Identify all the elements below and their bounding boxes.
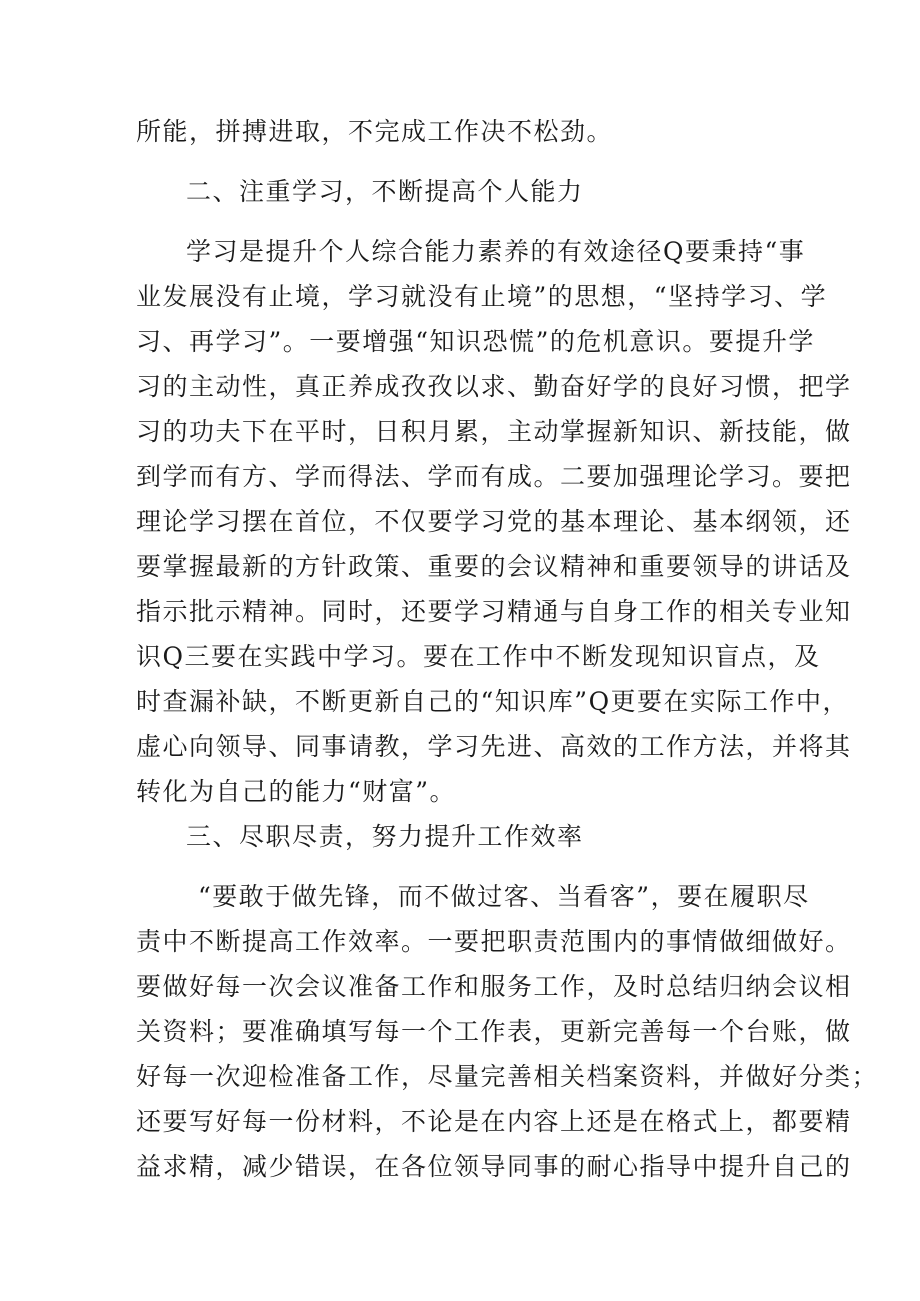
paragraph-line: “要敢于做先锋，而不做过客、当看客”，要在履职尽	[198, 882, 810, 911]
paragraph-line: 责中不断提高工作效率。一要把职责范围内的事情做细做好。	[136, 927, 852, 956]
paragraph-line: 所能，拼搏进取，不完成工作决不松劲。	[136, 117, 614, 146]
paragraph-line: 指示批示精神。同时，还要学习精通与自身工作的相关专业知	[136, 597, 852, 626]
paragraph-line: 到学而有方、学而得法、学而有成。二要加强理论学习。要把	[136, 462, 852, 491]
paragraph-line: 学习是提升个人综合能力素养的有效途径Q要秉持“事	[186, 237, 806, 266]
paragraph-line: 业发展没有止境，学习就没有止境”的思想，“坚持学习、学	[136, 282, 828, 311]
paragraph-line: 关资料；要准确填写每一个工作表，更新完善每一个台账，做	[136, 1017, 852, 1046]
section-heading-2: 二、注重学习，不断提高个人能力	[186, 177, 584, 206]
section-heading-3: 三、尽职尽责，努力提升工作效率	[186, 822, 584, 851]
paragraph-line: 习、再学习”。一要增强“知识恐慌”的危机意识。要提升学	[136, 327, 815, 356]
paragraph-line: 好每一次迎检准备工作，尽量完善相关档案资料，并做好分类；	[136, 1062, 879, 1091]
paragraph-line: 时查漏补缺，不断更新自己的“知识库”Q更要在实际工作中，	[136, 687, 850, 716]
paragraph-line: 习的功夫下在平时，日积月累，主动掌握新知识、新技能，做	[136, 417, 852, 446]
paragraph-line: 识Q三要在实践中学习。要在工作中不断发现知识盲点，及	[136, 642, 821, 671]
paragraph-line: 理论学习摆在首位，不仅要学习党的基本理论、基本纲领，还	[136, 507, 852, 536]
paragraph-line: 虚心向领导、同事请教，学习先进、高效的工作方法，并将其	[136, 732, 852, 761]
paragraph-line: 益求精，减少错误，在各位领导同事的耐心指导中提升自己的	[136, 1152, 852, 1181]
paragraph-line: 转化为自己的能力“财富”。	[136, 777, 457, 806]
paragraph-line: 要做好每一次会议准备工作和服务工作，及时总结归纳会议相	[136, 972, 852, 1001]
paragraph-line: 还要写好每一份材料，不论是在内容上还是在格式上，都要精	[136, 1107, 852, 1136]
paragraph-line: 习的主动性，真正养成孜孜以求、勤奋好学的良好习惯，把学	[136, 372, 852, 401]
paragraph-line: 要掌握最新的方针政策、重要的会议精神和重要领导的讲话及	[136, 552, 852, 581]
